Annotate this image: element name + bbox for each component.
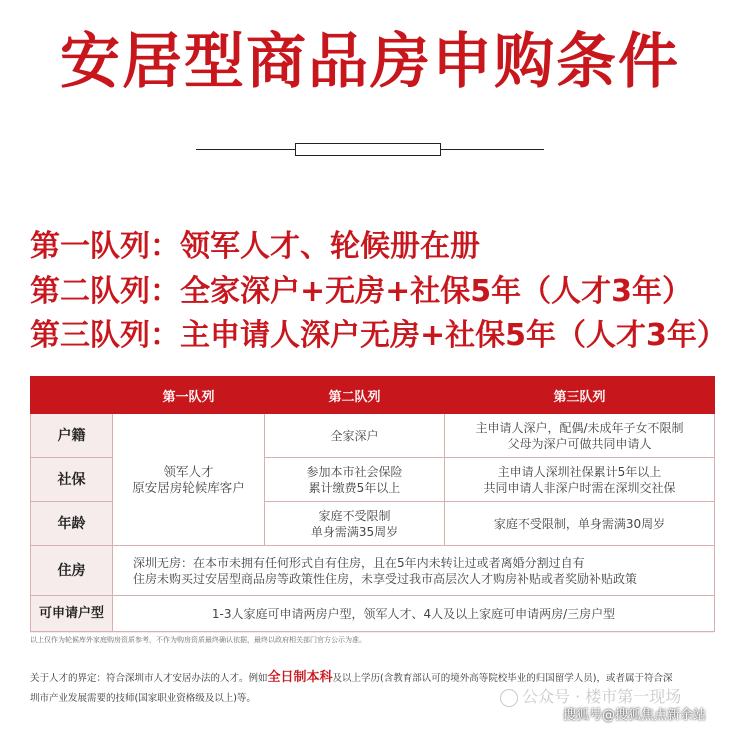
header-queue-1: 第一队列 bbox=[113, 377, 265, 414]
row-label-nianling: 年龄 bbox=[31, 502, 113, 546]
title-divider-ornament bbox=[295, 143, 441, 156]
zhufang-text: 深圳无房：在本市未拥有任何形式自有住房，且在5年内未转让过或者离婚分割过自有 住房未购买过安居型商品房等政策性住房，未享受过我市高层次人才购房补贴或者奖励补贴政策 bbox=[113, 546, 715, 596]
table-header-row bbox=[31, 377, 715, 414]
talent-highlight: 全日制本科 bbox=[267, 670, 333, 685]
table-row bbox=[31, 596, 715, 632]
huji-queue-2: 全家深户 bbox=[265, 414, 445, 458]
talent-prefix: 关于人才的界定：符合深圳市人才安居办法的人才。例如 bbox=[30, 673, 268, 684]
queue-line-2: 第二队列：全家深户+无房+社保5年（人才3年） bbox=[30, 274, 693, 309]
wechat-icon bbox=[500, 689, 518, 707]
huji-queue-3: 主申请人深户，配偶/未成年子女不限制 父母为深户可做共同申请人 bbox=[445, 414, 715, 458]
requirements-table bbox=[30, 376, 715, 632]
row-label-huji: 户籍 bbox=[31, 414, 113, 458]
queue-line-1: 第一队列：领军人才、轮候册在册 bbox=[30, 229, 480, 264]
watermark-primary-text: 公众号 · 楼市第一现场 bbox=[522, 687, 682, 706]
shebao-queue-3: 主申请人深圳社保累计5年以上 共同申请人非深户时需在深圳交社保 bbox=[445, 458, 715, 502]
queue-line-3: 第三队列：主申请人深户无房+社保5年（人才3年） bbox=[30, 318, 727, 353]
table-row bbox=[31, 546, 715, 596]
row-label-zhufang: 住房 bbox=[31, 546, 113, 596]
row-label-shebao: 社保 bbox=[31, 458, 113, 502]
nianling-queue-2: 家庭不受限制 单身需满35周岁 bbox=[265, 502, 445, 546]
header-queue-2: 第二队列 bbox=[265, 377, 445, 414]
disclaimer-note: 以上仅作为轮候库外家庭购房资质参考，不作为购房资质最终确认依据，最终以政府相关部门官方公示为准。 bbox=[30, 632, 714, 645]
huxing-text: 1-3人家庭可申请两房户型，领军人才、4人及以上家庭可申请两房/三房户型 bbox=[113, 596, 715, 632]
watermark-sohu: 搜狐号@搜狐焦点新余站 bbox=[563, 708, 707, 723]
talent-line-2: 圳市产业发展需要的技师(国家职业资格级及以上)等。 bbox=[30, 693, 256, 704]
header-queue-3: 第三队列 bbox=[445, 377, 715, 414]
nianling-queue-3: 家庭不受限制，单身需满30周岁 bbox=[445, 502, 715, 546]
page-title: 安居型商品房申购条件 bbox=[60, 27, 680, 97]
queue-1-merged-cell: 领军人才 原安居房轮候库客户 bbox=[113, 414, 265, 546]
shebao-queue-2: 参加本市社会保险 累计缴费5年以上 bbox=[265, 458, 445, 502]
talent-suffix: 及以上学历(含教育部认可的境外高等院校毕业的归国留学人员)，或者属于符合深 bbox=[332, 673, 673, 684]
row-label-huxing: 可申请户型 bbox=[31, 596, 113, 632]
table-row bbox=[31, 414, 715, 458]
header-blank bbox=[31, 377, 113, 414]
